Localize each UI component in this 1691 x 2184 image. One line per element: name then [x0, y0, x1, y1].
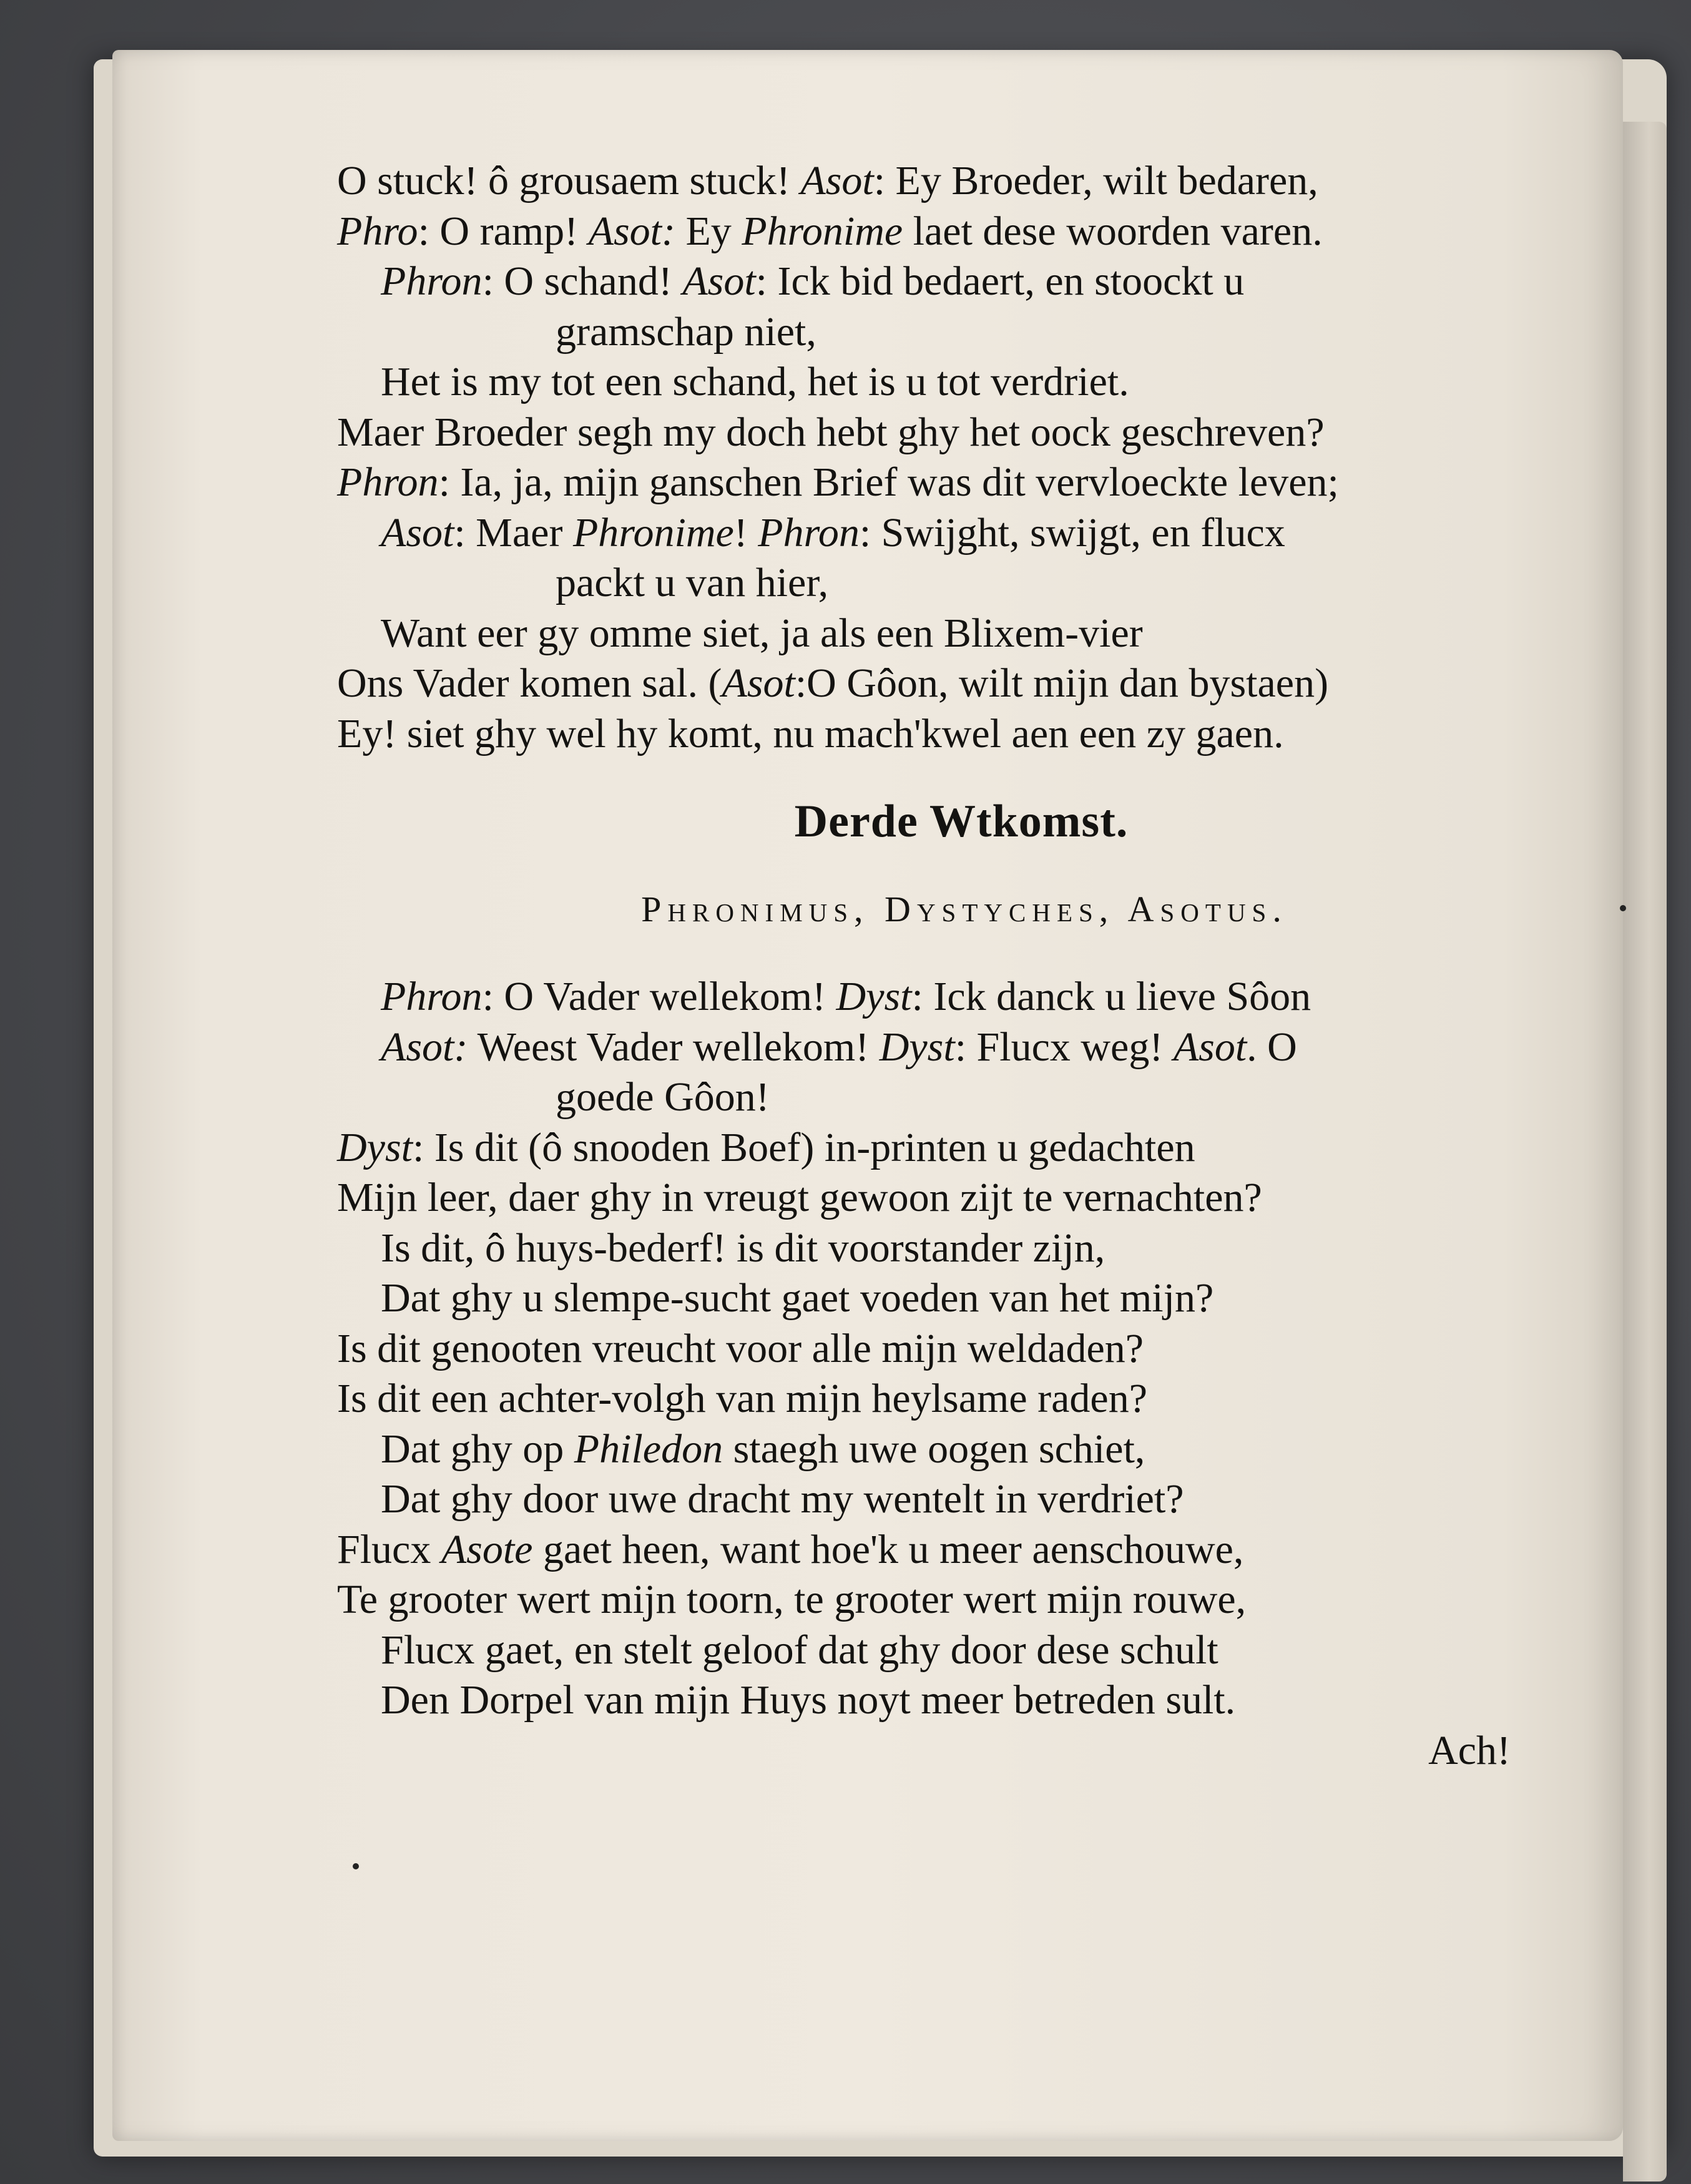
verse-text: gaet heen, want hoe'k u meer aenschouwe, [532, 1526, 1244, 1572]
verse-text: : Ick bid bedaert, en stoockt u [755, 258, 1245, 304]
catchword: Ach! [1428, 1727, 1511, 1773]
verse-text: : O schand! [482, 258, 683, 304]
verse-text: packt u van hier, [556, 560, 829, 605]
speaker-name: Dyst [879, 1024, 955, 1070]
verse-text: staegh uwe oogen schiet, [723, 1426, 1145, 1472]
verse-text: Maer Broeder segh my doch hebt ghy het oock geschreven? [337, 409, 1325, 455]
verse-text: : Swijght, swijgt, en flucx [859, 509, 1285, 556]
verse-text: Te grooter wert mijn toorn, te grooter wert mijn rouwe, [337, 1577, 1247, 1622]
verse-line [337, 357, 1536, 408]
page-text [337, 156, 1536, 1776]
speaker-name: Phron [337, 459, 439, 505]
speaker-name: Phronime [742, 208, 903, 254]
verse-text: goede Gôon! [556, 1074, 770, 1120]
verse-line [337, 972, 1536, 1022]
verse-text: Dat ghy u slempe-sucht gaet voeden van het mijn? [381, 1275, 1214, 1321]
speaker-name: Asot [722, 660, 795, 706]
verse-line [337, 1625, 1536, 1676]
speaker-name: Asot [682, 258, 756, 304]
speaker-name: Phron [381, 974, 483, 1019]
verse-text: : Is dit (ô snooden Boef) in-printen u gedachten [412, 1124, 1195, 1170]
ink-speck [353, 1863, 359, 1869]
verse-text: Flucx gaet, en stelt geloof dat ghy door dese schult [381, 1627, 1218, 1673]
verse-text: Is dit genooten vreucht voor alle mijn weldaden? [337, 1325, 1144, 1371]
verse-line [337, 1173, 1536, 1223]
verse-line [337, 1675, 1536, 1726]
speaker-name: Dyst [836, 974, 912, 1019]
verse-text: : Ick danck u lieve Sôon [911, 974, 1311, 1019]
speaker-name: Asot [800, 158, 874, 203]
speaker-name: Phronime [572, 509, 734, 556]
verse-text: Dat ghy op [381, 1426, 574, 1472]
speaker-name: Phron [381, 258, 483, 304]
verse-text: Ons Vader komen sal. ( [337, 660, 722, 706]
cast-list: Phronimus, Dystyches, Asotus. [641, 888, 1288, 929]
verse-text: Is dit, ô huys-bederf! is dit voorstander zijn, [381, 1225, 1105, 1271]
speaker-name: Phron [758, 509, 860, 556]
speaker-name: Dyst [337, 1124, 413, 1170]
speaker-name: Asot [1173, 1024, 1247, 1070]
verse-text: Den Dorpel van mijn Huys noyt meer betreden sult. [381, 1677, 1236, 1723]
verse-text: Want eer gy omme siet, ja als een Blixem-vier [381, 610, 1143, 656]
verse-line [337, 1223, 1536, 1274]
verse-text: : Ey Broeder, wilt bedaren, [873, 158, 1318, 203]
verse-text: Flucx [337, 1526, 441, 1572]
verse-text: . O [1247, 1024, 1297, 1070]
verse-text: Het is my tot een schand, het is u tot verdriet. [381, 359, 1129, 404]
verse-text: ! [733, 509, 758, 556]
verse-text: laet dese woorden varen. [903, 208, 1323, 254]
verse-text: Weest Vader wellekom! [468, 1024, 880, 1070]
speaker-name: Asote [441, 1526, 533, 1572]
verse-text: Ey [675, 208, 742, 254]
verse-line [337, 307, 1536, 358]
verse-line [337, 1273, 1536, 1324]
verse-block-1 [337, 156, 1536, 759]
verse-line [337, 156, 1536, 207]
verse-line [337, 709, 1536, 760]
speaker-name: Philedon [574, 1426, 723, 1472]
speaker-name: Phro [337, 208, 418, 254]
verse-text: :O Gôon, wilt mijn dan bystaen) [795, 660, 1329, 706]
verse-line [337, 257, 1536, 307]
verse-line [337, 508, 1536, 559]
verse-text: Is dit een achter-volgh van mijn heylsame raden? [337, 1376, 1148, 1421]
verse-line [337, 558, 1536, 609]
verse-text: : Ia, ja, mijn ganschen Brief was dit vervloeckte leven; [438, 459, 1339, 505]
verse-text: : O Vader wellekom! [482, 974, 836, 1019]
verse-line [337, 1072, 1536, 1123]
scene-heading: Derde Wtkomst. [794, 796, 1129, 847]
verse-line [337, 1424, 1536, 1475]
verse-line [337, 609, 1536, 659]
verse-text: : O ramp! [418, 208, 589, 254]
verse-line [337, 1525, 1536, 1575]
verse-text: Ey! siet ghy wel hy komt, nu mach'kwel aen een zy gaen. [337, 710, 1284, 757]
verse-text: : Flucx weg! [954, 1024, 1174, 1070]
verse-line [337, 1123, 1536, 1173]
verse-line [337, 207, 1536, 257]
verse-text: Mijn leer, daer ghy in vreugt gewoon zijt te vernachten? [337, 1175, 1262, 1220]
verse-text: Dat ghy door uwe dracht my wentelt in verdriet? [381, 1476, 1184, 1522]
verse-line [337, 408, 1536, 458]
verse-line [337, 1575, 1536, 1625]
speaker-name: Asot: [588, 208, 675, 254]
verse-line [337, 1324, 1536, 1374]
verse-text: : Maer [454, 509, 573, 556]
verse-text: O stuck! ô grousaem stuck! [337, 158, 801, 203]
verse-line [337, 1374, 1536, 1424]
verse-text: gramschap niet, [556, 308, 816, 355]
speaker-name: Asot: [381, 1024, 468, 1070]
speaker-name: Asot [381, 509, 454, 556]
next-page-edge [1623, 122, 1667, 2182]
ink-speck [1620, 905, 1626, 911]
verse-line [337, 1022, 1536, 1073]
verse-line [337, 458, 1536, 508]
verse-line [337, 659, 1536, 709]
verse-block-2 [337, 972, 1536, 1726]
verse-line [337, 1474, 1536, 1525]
